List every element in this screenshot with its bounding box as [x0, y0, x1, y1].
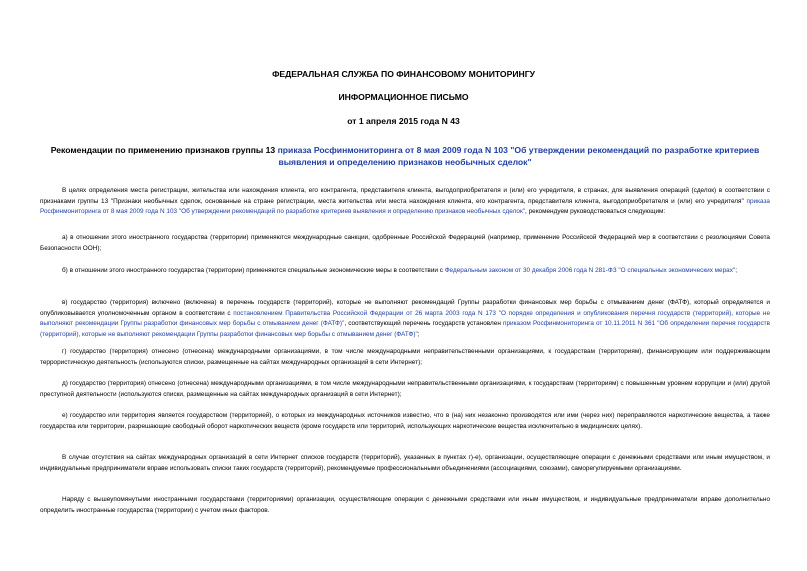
paragraph-text: В случае отсутствия на сайтах международных организаций в сети Интернет списков государств (территорий), указанных в пунктах г)-е), организации, осуществляющие операции с денежными средствами или иным имуществом, и индивидуальные предприниматели вправе использовать списки таких государств (территорий), рекомендуемые профессиональными объединениями (ассоциациями, союзами), саморегулируемыми организациями. [40, 454, 770, 472]
paragraph-text: , соответствующий перечень государств установлен [344, 320, 503, 327]
order-103-link[interactable]: приказа Росфинмониторинга от 8 мая 2009 года N 103 "Об утверждении рекомендаций по разработке критериев выявления и определению признаков необычных сделок" [40, 197, 770, 215]
order-361-link[interactable]: приказом Росфинмониторинга от 10.11.2011 N 361 "Об определении перечня государств (территорий), которые не выполняют рекомендации Группы разработки финансовых мер борьбы с отмыванием денег (ФАТФ)" [40, 320, 770, 338]
paragraph-item-d [40, 379, 770, 400]
document-subject [40, 144, 770, 168]
paragraph-text: В целях определения места регистрации, жительства или нахождения клиента, его контрагента, представителя клиента, выгодоприобретателя и (или) его учредителя, в странах, для выявления операций (сделок) в соответствии с признаками группы 13 "Признаки необычных сделок, основанные на стране регистрации, места жительства или места нахождения клиента, его контрагента, представителя клиента, выгодоприобретателя и (или) его учредителя" [40, 187, 770, 205]
paragraph-text: в) государство (территория) включено (включена) в перечень государств (территорий), которые не выполняют рекомендаций Группы разработки финансовых мер борьбы с отмыванием денег (ФАТФ), который определяется и опубликовывается уполномоченным органом в соответствии с [40, 299, 770, 317]
subject-order-link[interactable]: приказа Росфинмониторинга от 8 мая 2009 года N 103 "Об утверждении рекомендаций по разработке критериев выявления и определению признаков необычных сделок" [277, 145, 760, 167]
document-type: ИНФОРМАЦИОННОЕ ПИСЬМО [338, 92, 469, 102]
paragraph-lists-absence [40, 453, 770, 474]
paragraph-item-g [40, 347, 770, 368]
paragraph-text: Наряду с вышеупомянутыми иностранными государствами (территориями) организации, осуществляющие операции с денежными средствами или иным имуществом, и индивидуальные предприниматели вправе дополнительно определить иностранные государства (территории) с учетом иных факторов. [40, 496, 770, 514]
subject-text: Рекомендации по применению признаков группы 13 [50, 145, 278, 155]
paragraph-item-b [40, 266, 770, 277]
paragraph-text: ; [735, 267, 737, 274]
paragraph-text: ; [417, 330, 420, 338]
federal-law-281-link[interactable]: Федеральным законом от 30 декабря 2006 года N 281-ФЗ "О специальных экономических мерах" [444, 267, 736, 274]
document-date: от 1 апреля 2015 года N 43 [347, 116, 460, 126]
paragraph-text: а) в отношении этого иностранного государства (территории) применяются международные санкции, одобренные Российской Федерацией (например, применение Российской Федерацией мер в соответствии с резолюциями Совета Безопасности ООН); [40, 234, 770, 252]
paragraph-item-a [40, 233, 770, 254]
paragraph-text: е) государство или территория является государством (территорией), о которых из международных источников известно, что в (на) них незаконно производятся или ими (через них) переправляются наркотические вещества, а также государства или территории, разрешающие свободный оборот наркотических веществ (кроме государств или территорий, использующих наркотические вещества исключительно в медицинских целях). [40, 412, 770, 430]
agency-title: ФЕДЕРАЛЬНАЯ СЛУЖБА ПО ФИНАНСОВОМУ МОНИТОРИНГУ [272, 69, 535, 79]
paragraph-text: д) государство (территория) отнесено (отнесена) международными организациями, в том числе международными неправительственными организациями, к государствам (территориям) с повышенным уровнем коррупции и (или) другой преступной деятельности (используются списки, размещенные на сайтах международных организаций в сети Интернет); [40, 380, 770, 398]
paragraph-intro [40, 186, 770, 218]
paragraph-text: г) государство (территория) отнесено (отнесена) международными организациями, в том числе международными неправительственными организациями, к государствам (территориям), финансирующим или поддерживающим террористическую деятельность (используются списки, размещенные на сайтах международных организаций в сети Интернет); [40, 348, 770, 366]
paragraph-item-v [40, 298, 770, 340]
paragraph-text: , рекомендуем руководствоваться следующим: [525, 208, 666, 215]
paragraph-text: б) в отношении этого иностранного государства (территории) применяются специальные экономические меры в соответствии с [62, 267, 445, 274]
paragraph-item-e [40, 411, 770, 432]
government-resolution-173-link[interactable]: постановлением Правительства Российской Федерации от 26 марта 2003 года N 173 "О порядке определения и опубликования перечня государств (территорий), которые не выполняют рекомендации Группы разработки финансовых мер борьбы с отмыванием денег (ФАТФ)" [40, 309, 770, 327]
paragraph-additional [40, 495, 770, 516]
